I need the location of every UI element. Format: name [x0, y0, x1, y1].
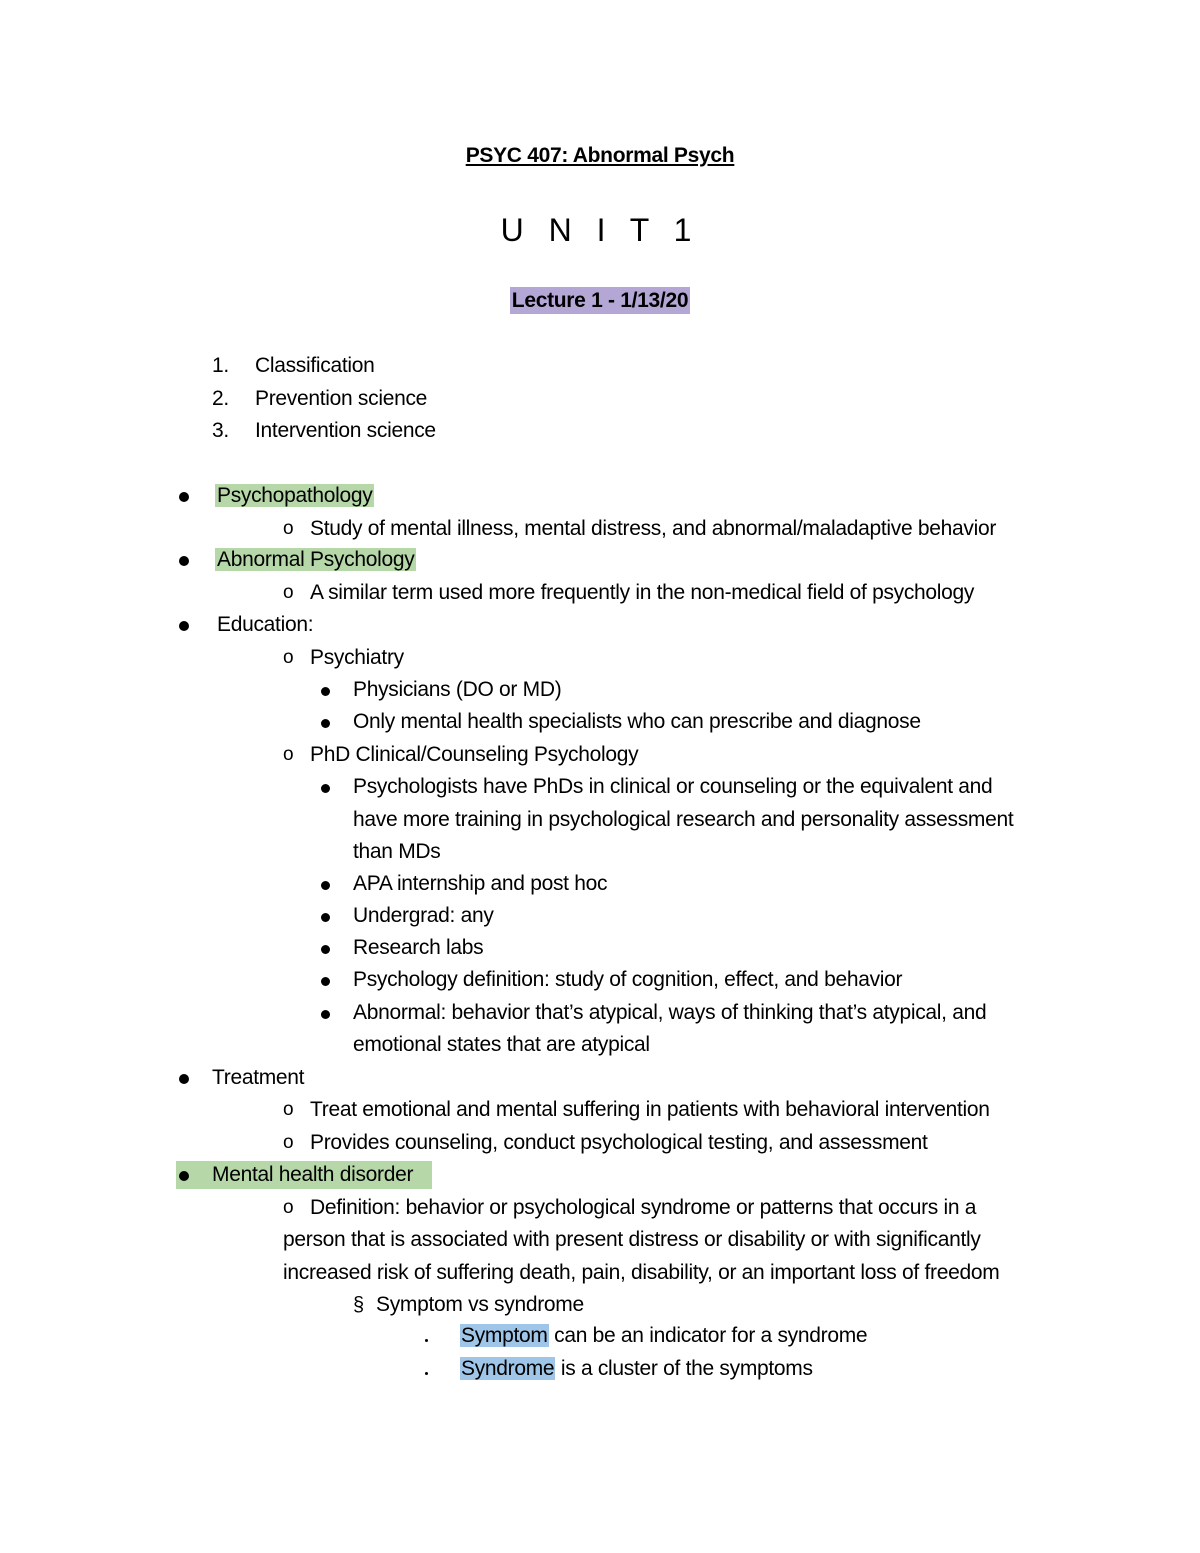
abnormal-psychology-definition: A similar term used more frequently in the non-medical field of psychology [310, 581, 975, 604]
sub-bullet-icon: o [283, 518, 294, 539]
treatment-label: Treatment [212, 1066, 305, 1089]
phd-item-5: Psychology definition: study of cognition, effect, and behavior [353, 968, 903, 991]
disorder-definition-line-2: person that is associated with present distress or disability or with significantly [283, 1228, 981, 1251]
bullet-icon [179, 546, 189, 574]
treatment-item-1: Treat emotional and mental suffering in patients with behavioral intervention [310, 1098, 990, 1121]
bullet-icon [321, 773, 330, 801]
sub-bullet-icon: o [283, 1197, 294, 1218]
abnormal-psychology-term: Abnormal Psychology [217, 548, 415, 571]
bullet-icon [179, 1161, 189, 1189]
phd-item-1-line-1: Psychologists have PhDs in clinical or counseling or the equivalent and [353, 775, 993, 798]
bullet-icon [321, 708, 330, 736]
sub-bullet-icon: o [283, 582, 294, 603]
lecture-heading: Lecture 1 - 1/13/20 [511, 289, 689, 312]
disorder-definition-line-1: Definition: behavior or psychological syndrome or patterns that occurs in a [310, 1196, 977, 1219]
numbered-marker-2: 2. [212, 387, 229, 410]
section-heading: Symptom vs syndrome [376, 1293, 584, 1316]
sub-bullet-icon: o [283, 744, 294, 765]
psychiatry-label: Psychiatry [310, 646, 404, 669]
phd-item-6-line-1: Abnormal: behavior that’s atypical, ways of thinking that’s atypical, and [353, 1001, 987, 1024]
numbered-item-2: Prevention science [255, 387, 428, 410]
bullet-icon [321, 902, 330, 930]
disorder-definition-line-3: increased risk of suffering death, pain, disability, or an important loss of freedom [283, 1261, 1000, 1284]
phd-item-1-line-3: than MDs [353, 840, 441, 863]
phd-label: PhD Clinical/Counseling Psychology [310, 743, 639, 766]
numbered-item-1: Classification [255, 354, 375, 377]
bullet-icon [321, 676, 330, 704]
bullet-icon [321, 870, 330, 898]
bullet-icon [425, 1355, 428, 1383]
phd-item-1-line-2: have more training in psychological research and personality assessment [353, 808, 1014, 831]
psychopathology-definition: Study of mental illness, mental distress, and abnormal/maladaptive behavior [310, 517, 997, 540]
phd-item-6-line-2: emotional states that are atypical [353, 1033, 650, 1056]
psychopathology-wrap [215, 482, 374, 510]
bullet-icon [425, 1322, 428, 1350]
syndrome-description: is a cluster of the symptoms [555, 1357, 813, 1380]
unit-heading: U N I T 1 [500, 212, 700, 248]
numbered-marker-1: 1. [212, 354, 229, 377]
bullet-icon [321, 934, 330, 962]
mental-health-disorder-label: Mental health disorder [212, 1163, 414, 1186]
phd-item-2: APA internship and post hoc [353, 872, 608, 895]
phd-item-4: Research labs [353, 936, 484, 959]
section-icon: § [353, 1294, 364, 1316]
sub-bullet-icon: o [283, 647, 294, 668]
psychopathology-term: Psychopathology [217, 484, 373, 507]
bullet-icon [321, 966, 330, 994]
treatment-item-2: Provides counseling, conduct psychological testing, and assessment [310, 1131, 928, 1154]
bullet-icon [179, 611, 189, 639]
psychiatry-item-2: Only mental health specialists who can prescribe and diagnose [353, 710, 921, 733]
education-label: Education: [217, 613, 314, 636]
symptom-description: can be an indicator for a syndrome [548, 1324, 868, 1347]
syndrome-line [460, 1355, 813, 1383]
psychiatry-item-1: Physicians (DO or MD) [353, 678, 562, 701]
sub-bullet-icon: o [283, 1132, 294, 1153]
document-title: PSYC 407: Abnormal Psych [465, 144, 735, 167]
bullet-icon [179, 1064, 189, 1092]
lecture-heading-wrap [0, 287, 1200, 315]
syndrome-term: Syndrome [461, 1357, 555, 1380]
symptom-term: Symptom [461, 1324, 548, 1347]
abnormal-wrap [215, 546, 416, 574]
numbered-marker-3: 3. [212, 419, 229, 442]
phd-item-3: Undergrad: any [353, 904, 494, 927]
symptom-line [460, 1322, 867, 1350]
bullet-icon [179, 482, 189, 510]
numbered-item-3: Intervention science [255, 419, 436, 442]
sub-bullet-icon: o [283, 1099, 294, 1120]
bullet-icon [321, 999, 330, 1027]
